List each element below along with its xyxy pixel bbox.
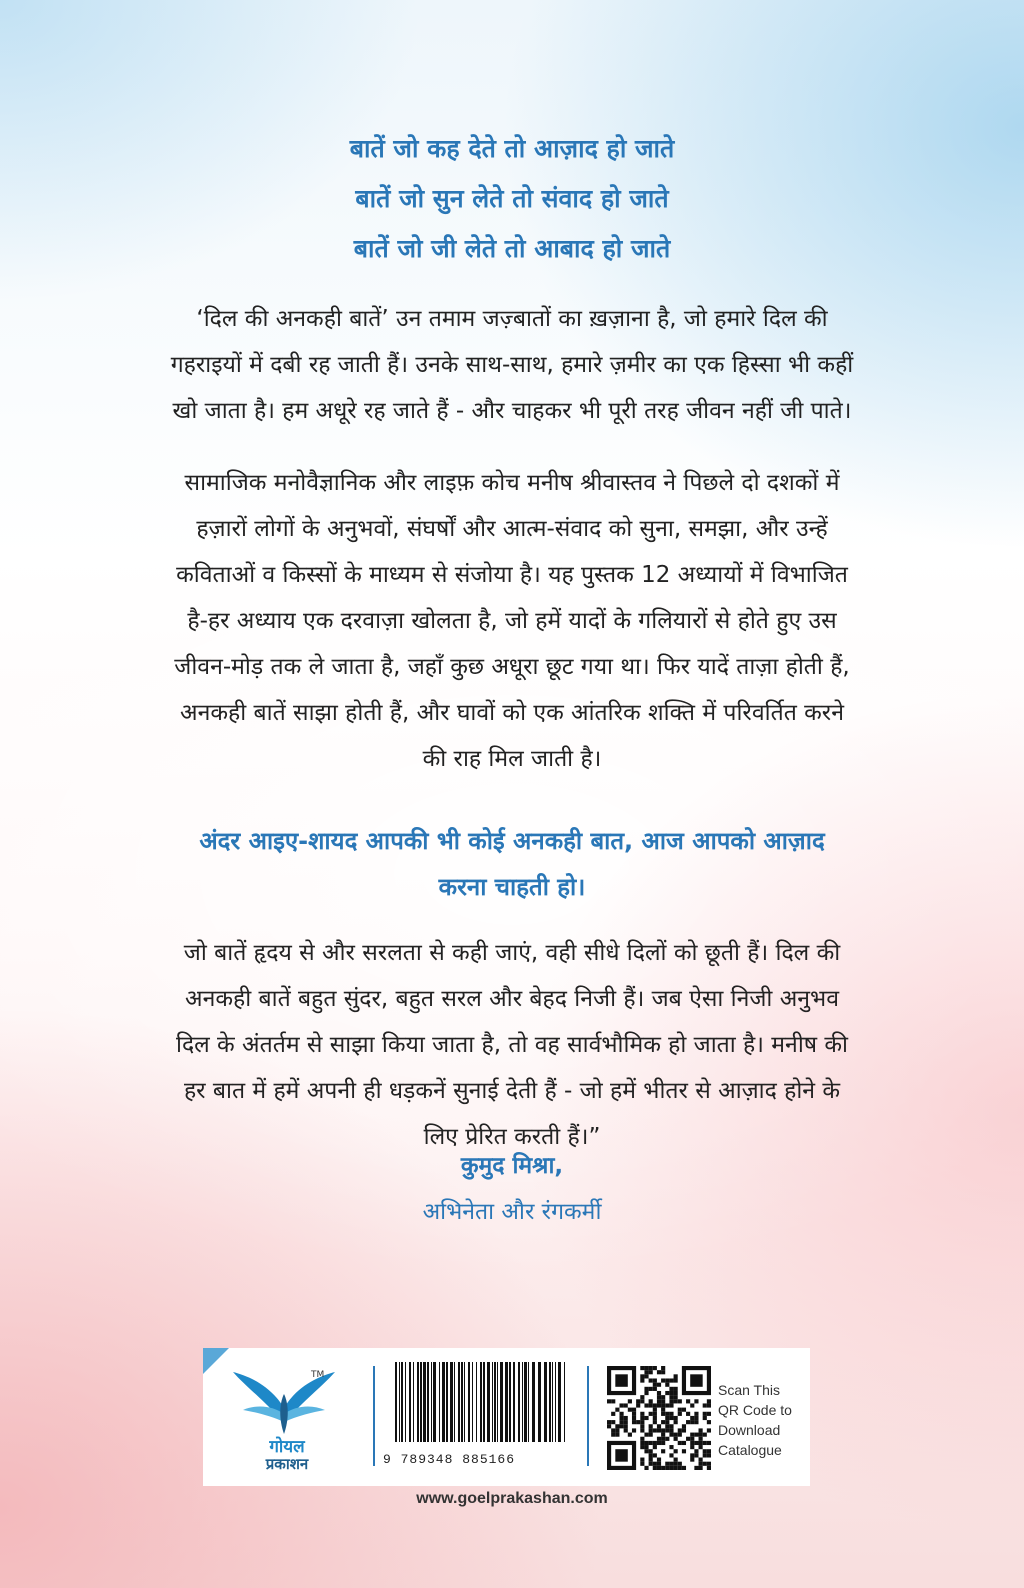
isbn-number: 9 789348 885166 — [383, 1452, 516, 1467]
text-line: की राह मिल जाती है। — [422, 746, 602, 772]
opening-verse — [0, 124, 1024, 274]
invitation-callout — [96, 818, 928, 910]
text-line: गहराइयों में दबी रह जाती हैं। उनके साथ-साथ, हमारे ज़मीर का एक हिस्सा भी कहीं — [170, 352, 854, 378]
testimonial-paragraph — [96, 930, 928, 1160]
text-line: हज़ारों लोगों के अनुभवों, संघर्षों और आत्म-संवाद को सुना, समझा, और उन्हें — [196, 516, 828, 542]
barcode-bars-icon — [383, 1362, 573, 1450]
trademark-symbol: TM — [311, 1370, 325, 1380]
qr-caption-line: Download — [718, 1422, 781, 1438]
corner-accent — [203, 1348, 229, 1374]
publisher-logo — [203, 1348, 371, 1486]
testimonial-author-role: अभिनेता और रंगकर्मी — [422, 1199, 602, 1225]
text-line: है-हर अध्याय एक दरवाज़ा खोलता है, जो हमें यादों के गलियारों से होते हुए उस — [187, 608, 837, 634]
text-line: जीवन-मोड़ तक ले जाता है, जहाँ कुछ अधूरा छूट गया था। फिर यादें ताज़ा होती हैं, — [174, 654, 850, 680]
isbn-barcode — [383, 1362, 573, 1472]
text-line: दिल के अंतर्तम से साझा किया जाता है, तो वह सार्वभौमिक हो जाता है। मनीष की — [175, 1032, 848, 1058]
verse-line-3: बातें जो जी लेते तो आबाद हो जाते — [353, 234, 671, 263]
divider — [373, 1366, 375, 1466]
testimonial-author-name: कुमुद मिश्रा, — [460, 1153, 564, 1179]
text-line: खो जाता है। हम अधूरे रह जाते हैं - और चाहकर भी पूरी तरह जीवन नहीं जी पाते। — [172, 398, 852, 424]
text-line: अनकही बातें बहुत सुंदर, बहुत सरल और बेहद निजी हैं। जब ऐसा निजी अनुभव — [185, 986, 839, 1012]
publisher-website: www.goelprakashan.com — [416, 1490, 608, 1507]
text-line: अंदर आइए-शायद आपकी भी कोई अनकही बात, आज आपको आज़ाद — [199, 827, 825, 855]
text-line: कविताओं व किस्सों के माध्यम से संजोया है। यह पुस्तक 12 अध्यायों में विभाजित — [176, 562, 848, 588]
publisher-name-line1: गोयल — [269, 1437, 305, 1457]
qr-caption-line: Catalogue — [718, 1442, 782, 1458]
text-line: सामाजिक मनोवैज्ञानिक और लाइफ़ कोच मनीष श्रीवास्तव ने पिछले दो दशकों में — [184, 470, 840, 496]
text-line: अनकही बातें साझा होती हैं, और घावों को एक आंतरिक शक्ति में परिवर्तित करने — [180, 700, 844, 726]
publisher-panel — [203, 1348, 810, 1486]
text-line: लिए प्रेरित करती हैं।” — [423, 1124, 601, 1150]
qr-caption — [718, 1380, 810, 1460]
qr-code-icon — [607, 1366, 711, 1470]
intro-paragraph — [96, 296, 928, 434]
text-line: ‘दिल की अनकही बातें’ उन तमाम जज़्बातों का ख़ज़ाना है, जो हमारे दिल की — [196, 306, 828, 332]
verse-line-2: बातें जो सुन लेते तो संवाद हो जाते — [355, 184, 669, 213]
text-line: जो बातें हृदय से और सरलता से कही जाएं, वही सीधे दिलों को छूती हैं। दिल की — [183, 940, 841, 966]
verse-line-1: बातें जो कह देते तो आज़ाद हो जाते — [349, 134, 675, 163]
text-line: हर बात में हमें अपनी ही धड़कनें सुनाई देती हैं - जो हमें भीतर से आज़ाद होने के — [183, 1078, 841, 1104]
qr-caption-line: QR Code to — [718, 1402, 792, 1418]
text-line: करना चाहती हो। — [438, 873, 586, 901]
divider — [587, 1366, 589, 1466]
qr-caption-line: Scan This — [718, 1382, 780, 1398]
author-description-paragraph — [96, 460, 928, 782]
publisher-name-line2: प्रकाशन — [265, 1455, 309, 1473]
